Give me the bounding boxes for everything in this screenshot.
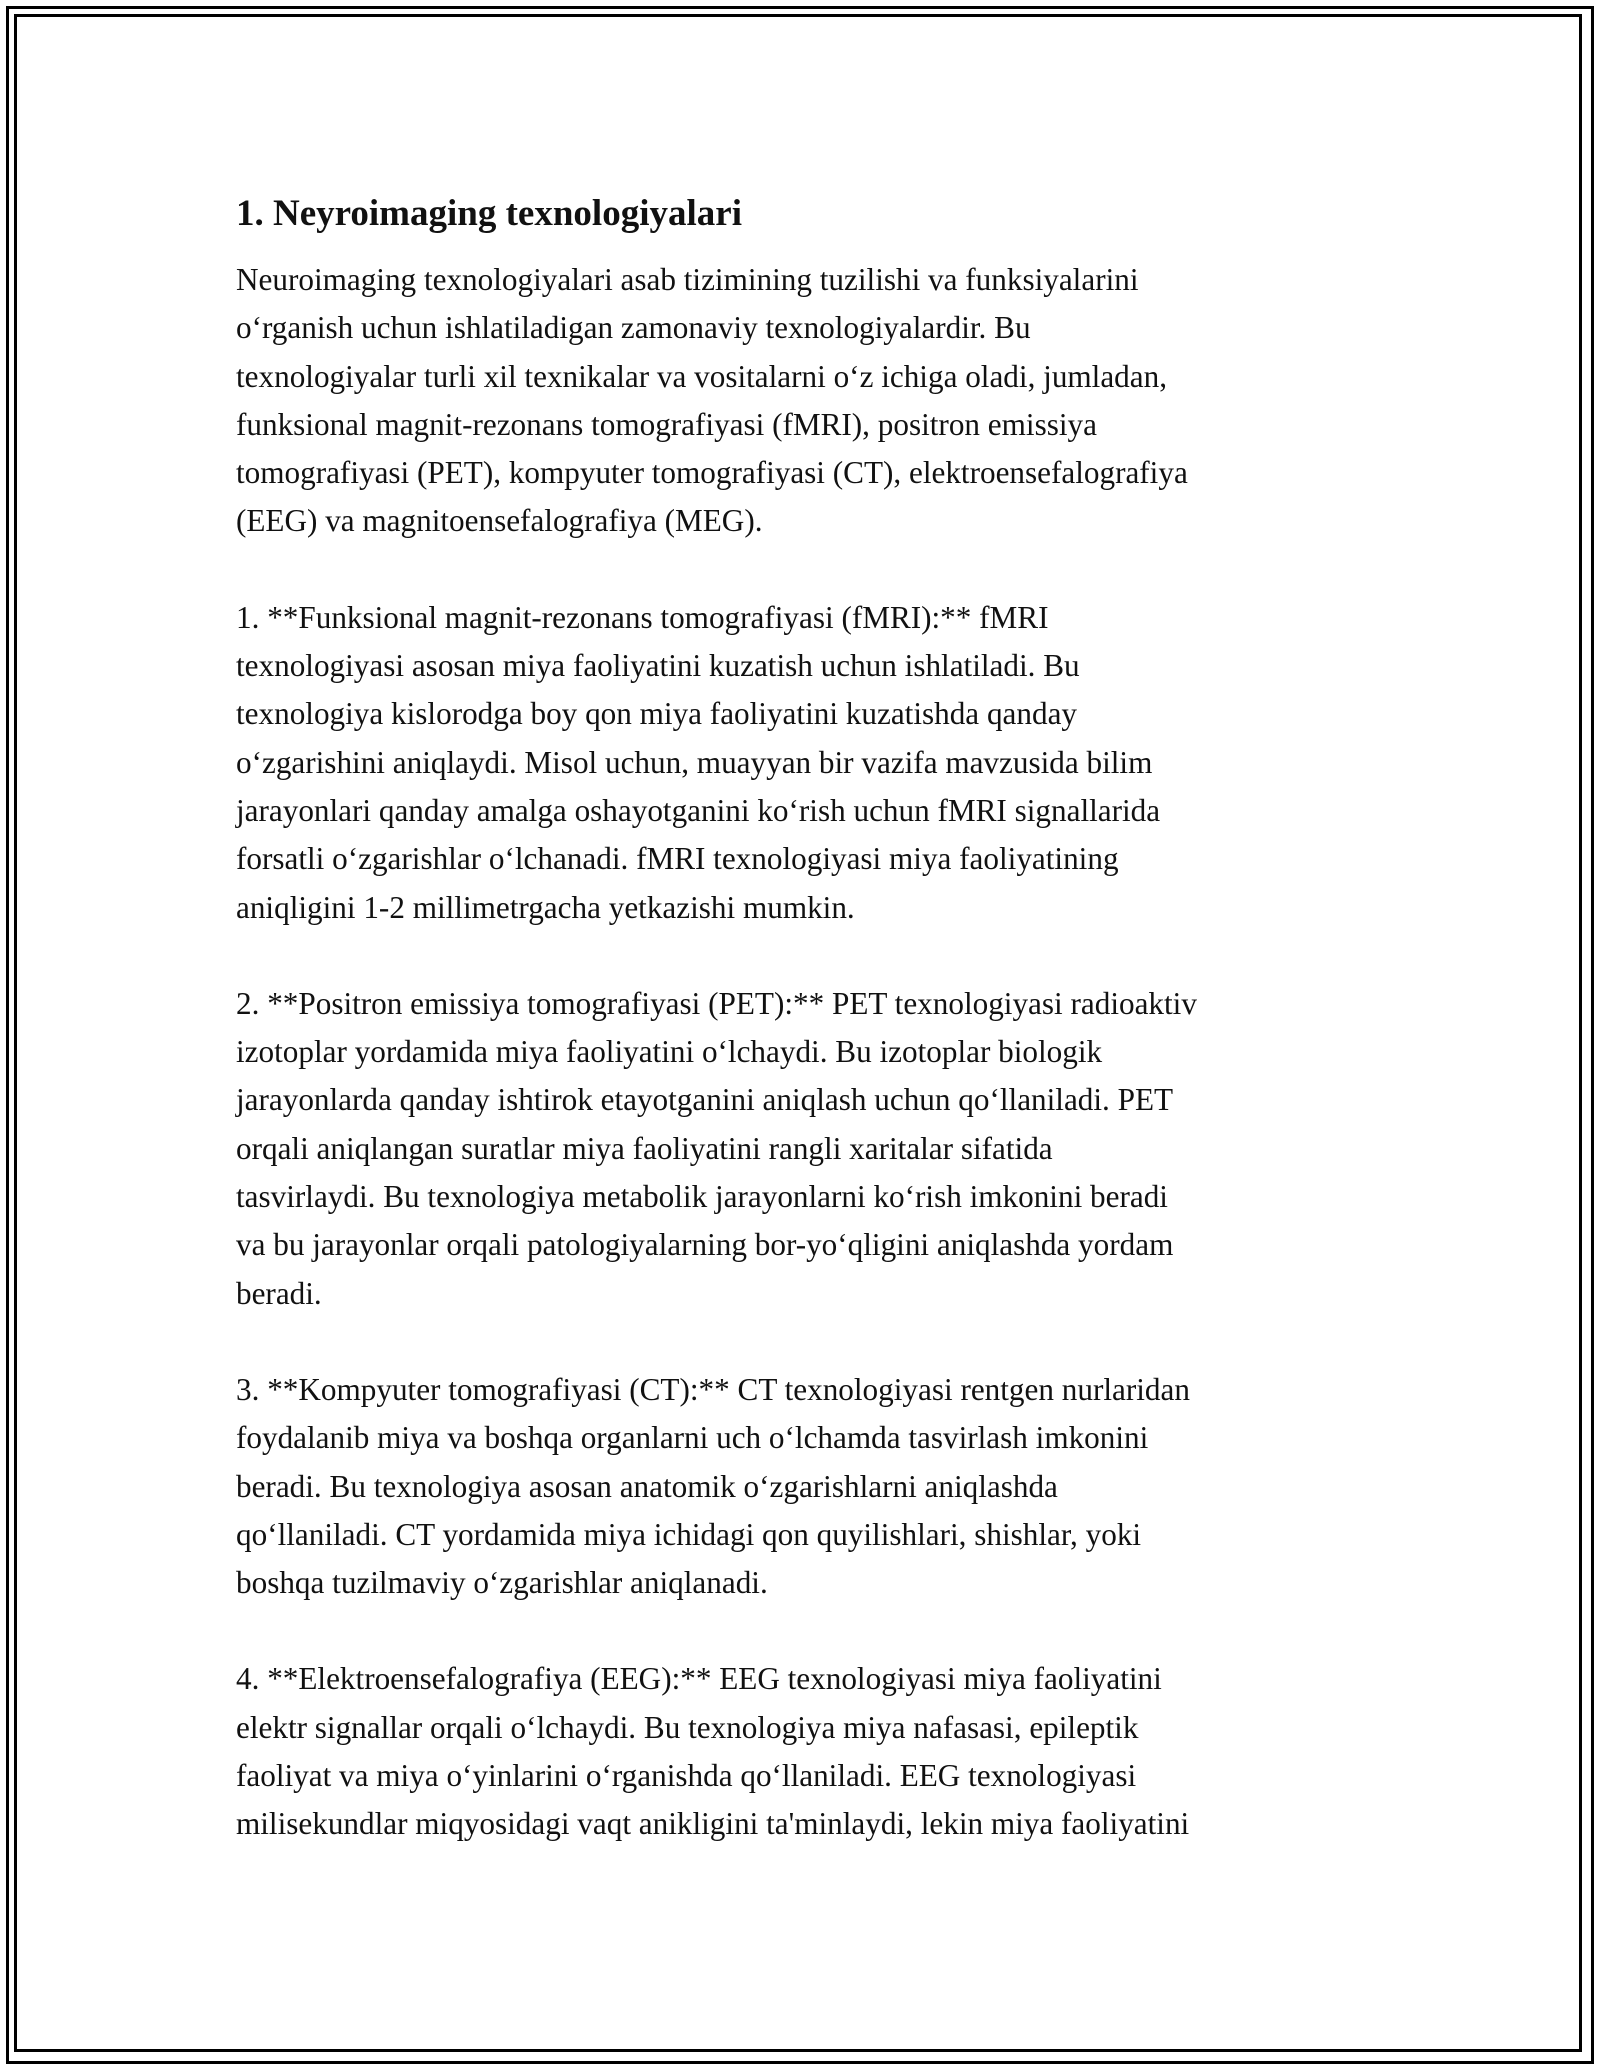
text-line: Neuroimaging texnologiyalari asab tizimining tuzilishi va funksiyalarini bbox=[236, 262, 1139, 297]
text-line: foydalanib miya va boshqa organlarni uch o‘lchamda tasvirlash imkonini bbox=[236, 1420, 1149, 1456]
section-heading: 1. Neyroimaging texnologiyalari bbox=[236, 193, 742, 234]
text-line: tomografiyasi (PET), kompyuter tomografiyasi (CT), elektroensefalografiya bbox=[236, 455, 1188, 491]
text-line: aniqligini 1-2 millimetrgacha yetkazishi mumkin. bbox=[236, 889, 855, 925]
paragraph-ct bbox=[236, 1366, 1376, 1607]
text-line: jarayonlarda qanday ishtirok etayotganini aniqlash uchun qo‘llaniladi. PET bbox=[236, 1082, 1174, 1118]
text-line: 1. **Funksional magnit-rezonans tomografiyasi (fMRI):** fMRI bbox=[236, 599, 1049, 635]
text-line: forsatli o‘zgarishlar o‘lchanadi. fMRI texnologiyasi miya faoliyatining bbox=[236, 841, 1119, 877]
text-line: va bu jarayonlar orqali patologiyalarning bor-yo‘qligini aniqlashda yordam bbox=[236, 1227, 1174, 1263]
text-line: qo‘llaniladi. CT yordamida miya ichidagi qon quyilishlari, shishlar, yoki bbox=[236, 1516, 1142, 1552]
text-line: o‘zgarishini aniqlaydi. Misol uchun, muayyan bir vazifa mavzusida bilim bbox=[236, 744, 1153, 780]
text-line: 3. **Kompyuter tomografiyasi (CT):** CT texnologiyasi rentgen nurlaridan bbox=[236, 1371, 1190, 1407]
text-line: jarayonlari qanday amalga oshayotganini ko‘rish uchun fMRI signallarida bbox=[236, 792, 1161, 828]
paragraph-pet bbox=[236, 980, 1376, 1318]
paragraph-eeg bbox=[236, 1655, 1376, 1848]
text-line: orqali aniqlangan suratlar miya faoliyatini rangli xaritalar sifatida bbox=[236, 1130, 1053, 1166]
text-line: elektr signallar orqali o‘lchaydi. Bu texnologiya miya nafasasi, epileptik bbox=[236, 1709, 1139, 1745]
text-line: 4. **Elektroensefalografiya (EEG):** EEG texnologiyasi miya faoliyatini bbox=[236, 1661, 1162, 1697]
paragraph-intro bbox=[236, 256, 1376, 546]
text-line: faoliyat va miya o‘yinlarini o‘rganishda qo‘llaniladi. EEG texnologiyasi bbox=[236, 1758, 1137, 1794]
text-line: texnologiya kislorodga boy qon miya faoliyatini kuzatishda qanday bbox=[236, 696, 1078, 732]
document-body bbox=[236, 188, 1376, 1897]
paragraph-fmri bbox=[236, 594, 1376, 932]
text-line: 2. **Positron emissiya tomografiyasi (PET):** PET texnologiyasi radioaktiv bbox=[236, 985, 1197, 1021]
text-line: tasvirlaydi. Bu texnologiya metabolik jarayonlarni ko‘rish imkonini beradi bbox=[236, 1179, 1168, 1215]
text-line: funksional magnit-rezonans tomografiyasi (fMRI), positron emissiya bbox=[236, 406, 1097, 442]
text-line: texnologiyalar turli xil texnikalar va vositalarni o‘z ichiga oladi, jumladan, bbox=[236, 358, 1168, 394]
text-line: beradi. Bu texnologiya asosan anatomik o‘zgarishlarni aniqlashda bbox=[236, 1468, 1058, 1504]
text-line: (EEG) va magnitoensefalografiya (MEG). bbox=[236, 503, 763, 539]
text-line: milisekundlar miqyosidagi vaqt anikligini ta'minlaydi, lekin miya faoliyatini bbox=[236, 1806, 1190, 1842]
text-line: izotoplar yordamida miya faoliyatini o‘lchaydi. Bu izotoplar biologik bbox=[236, 1034, 1103, 1070]
text-line: o‘rganish uchun ishlatiladigan zamonaviy texnologiyalardir. Bu bbox=[236, 310, 1031, 346]
text-line: boshqa tuzilmaviy o‘zgarishlar aniqlanadi. bbox=[236, 1565, 768, 1601]
text-line: texnologiyasi asosan miya faoliyatini kuzatish uchun ishlatiladi. Bu bbox=[236, 648, 1080, 684]
text-line: beradi. bbox=[236, 1275, 322, 1311]
